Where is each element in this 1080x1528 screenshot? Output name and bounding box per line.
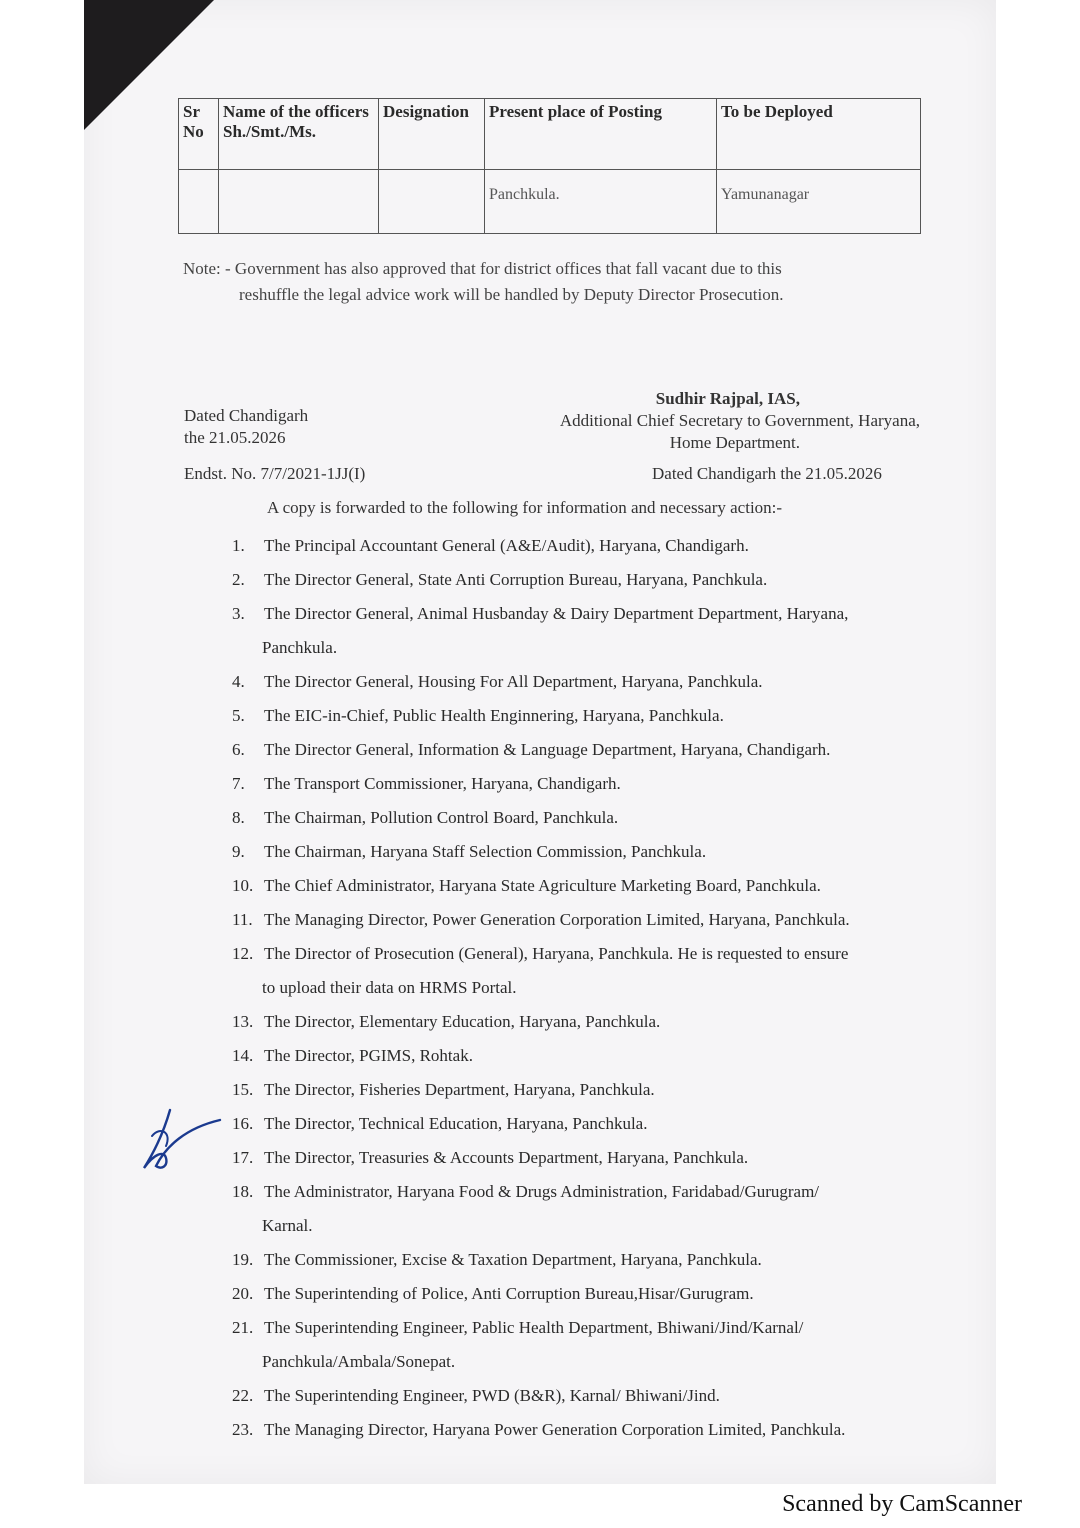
list-item-number: 9. bbox=[232, 842, 245, 861]
list-item bbox=[232, 529, 922, 563]
list-item bbox=[232, 835, 922, 869]
list-item bbox=[232, 1175, 922, 1209]
list-item-number: 16. bbox=[232, 1114, 254, 1133]
list-item bbox=[232, 903, 922, 937]
list-item bbox=[232, 1107, 922, 1141]
list-item-number: 18. bbox=[232, 1182, 254, 1201]
list-item bbox=[232, 869, 922, 903]
recipient-list bbox=[232, 529, 922, 1447]
list-item-number: 11. bbox=[232, 910, 253, 929]
note-line-1: Note: - Government has also approved that for district offices that fall vacant due to this bbox=[183, 259, 782, 278]
list-item-text: The Superintending of Police, Anti Corruption Bureau,Hisar/Gurugram. bbox=[264, 1284, 754, 1303]
list-item-text: The Director of Prosecution (General), Haryana, Panchkula. He is requested to ensure bbox=[264, 944, 849, 963]
posting-table bbox=[178, 98, 921, 234]
list-item-number: 3. bbox=[232, 604, 245, 623]
list-item-number: 10. bbox=[232, 876, 254, 895]
cell-officer-name bbox=[219, 170, 379, 234]
list-item-number: 19. bbox=[232, 1250, 254, 1269]
table-header-row bbox=[179, 99, 921, 170]
list-item-text: The Transport Commissioner, Haryana, Chandigarh. bbox=[264, 774, 621, 793]
list-item-text: The Chief Administrator, Haryana State Agriculture Marketing Board, Panchkula. bbox=[264, 876, 821, 895]
list-item-text: The Managing Director, Haryana Power Generation Corporation Limited, Panchkula. bbox=[264, 1420, 846, 1439]
list-item-text: The Principal Accountant General (A&E/Audit), Haryana, Chandigarh. bbox=[264, 536, 749, 555]
list-item-number: 4. bbox=[232, 672, 245, 691]
dated-place: Dated Chandigarh bbox=[184, 406, 309, 425]
list-item-text: The Commissioner, Excise & Taxation Department, Haryana, Panchkula. bbox=[264, 1250, 762, 1269]
list-item-number: 6. bbox=[232, 740, 245, 759]
list-item-continuation: Panchkula. bbox=[262, 638, 338, 657]
list-item-number: 13. bbox=[232, 1012, 254, 1031]
list-item bbox=[232, 937, 922, 971]
list-item bbox=[232, 1413, 922, 1447]
cell-sr-no bbox=[179, 170, 219, 234]
scanner-watermark: Scanned by CamScanner bbox=[782, 1491, 1022, 1517]
list-item-text: The Managing Director, Power Generation Corporation Limited, Haryana, Panchkula. bbox=[264, 910, 850, 929]
note-paragraph bbox=[183, 256, 923, 308]
header-sr-no: Sr No bbox=[179, 99, 219, 170]
list-item-text: The Director General, Animal Husbanday & Dairy Department Department, Haryana, bbox=[264, 604, 849, 623]
list-item bbox=[232, 1141, 922, 1175]
list-item-text: The EIC-in-Chief, Public Health Enginnering, Haryana, Panchkula. bbox=[264, 706, 724, 725]
cell-present-posting: Panchkula. bbox=[485, 170, 717, 234]
list-item-number: 8. bbox=[232, 808, 245, 827]
header-to-be-deployed: To be Deployed bbox=[717, 99, 921, 170]
cell-designation bbox=[379, 170, 485, 234]
list-item bbox=[232, 1005, 922, 1039]
signer-title: Additional Chief Secretary to Government, Haryana, bbox=[559, 411, 920, 430]
list-item-continuation: to upload their data on HRMS Portal. bbox=[262, 978, 517, 997]
list-item bbox=[232, 563, 922, 597]
list-item bbox=[232, 699, 922, 733]
list-item-number: 22. bbox=[232, 1386, 254, 1405]
table-row bbox=[179, 170, 921, 234]
header-present-posting: Present place of Posting bbox=[485, 99, 717, 170]
list-item-text: The Director, Treasuries & Accounts Department, Haryana, Panchkula. bbox=[264, 1148, 749, 1167]
forwarding-intro: A copy is forwarded to the following for information and necessary action:- bbox=[267, 498, 783, 517]
header-officer-name: Name of the officers Sh./Smt./Ms. bbox=[219, 99, 379, 170]
cell-to-be-deployed: Yamunanagar bbox=[717, 170, 921, 234]
list-item bbox=[232, 1277, 922, 1311]
list-item-number: 2. bbox=[232, 570, 245, 589]
signer-department: Home Department. bbox=[669, 433, 800, 452]
signer-block bbox=[500, 388, 920, 454]
list-item-number: 5. bbox=[232, 706, 245, 725]
list-item-number: 12. bbox=[232, 944, 254, 963]
list-item bbox=[232, 1243, 922, 1277]
list-item-text: The Director, PGIMS, Rohtak. bbox=[264, 1046, 473, 1065]
list-item-number: 23. bbox=[232, 1420, 254, 1439]
list-item-text: The Superintending Engineer, PWD (B&R), Karnal/ Bhiwani/Jind. bbox=[264, 1386, 720, 1405]
list-item-text: The Superintending Engineer, Pablic Health Department, Bhiwani/Jind/Karnal/ bbox=[264, 1318, 804, 1337]
list-item bbox=[232, 733, 922, 767]
list-item-continuation: Panchkula/Ambala/Sonepat. bbox=[262, 1352, 456, 1371]
list-item-number: 1. bbox=[232, 536, 245, 555]
list-item-number: 14. bbox=[232, 1046, 254, 1065]
list-item bbox=[232, 597, 922, 631]
list-item-text: The Chairman, Pollution Control Board, Panchkula. bbox=[264, 808, 619, 827]
note-line-2: reshuffle the legal advice work will be handled by Deputy Director Prosecution. bbox=[239, 285, 784, 304]
list-item bbox=[232, 1039, 922, 1073]
list-item bbox=[232, 1311, 922, 1345]
list-item-number: 20. bbox=[232, 1284, 254, 1303]
list-item-number: 17. bbox=[232, 1148, 254, 1167]
list-item bbox=[232, 665, 922, 699]
endorsement-date: Dated Chandigarh the 21.05.2026 bbox=[652, 464, 882, 483]
list-item-text: The Director General, Information & Language Department, Haryana, Chandigarh. bbox=[264, 740, 831, 759]
list-item bbox=[232, 801, 922, 835]
list-item-text: The Chairman, Haryana Staff Selection Commission, Panchkula. bbox=[264, 842, 707, 861]
list-item-continuation: Karnal. bbox=[262, 1216, 313, 1235]
list-item bbox=[232, 1379, 922, 1413]
list-item-text: The Administrator, Haryana Food & Drugs Administration, Faridabad/Gurugram/ bbox=[264, 1182, 820, 1201]
dated-date: the 21.05.2026 bbox=[184, 428, 286, 447]
signer-name: Sudhir Rajpal, IAS, bbox=[655, 389, 800, 408]
list-item-text: The Director, Elementary Education, Haryana, Panchkula. bbox=[264, 1012, 661, 1031]
list-item-text: The Director General, State Anti Corruption Bureau, Haryana, Panchkula. bbox=[264, 570, 768, 589]
dated-block bbox=[184, 405, 308, 449]
list-item bbox=[232, 767, 922, 801]
list-item-number: 7. bbox=[232, 774, 245, 793]
handwritten-signature bbox=[136, 1106, 226, 1176]
list-item-number: 15. bbox=[232, 1080, 254, 1099]
list-item-number: 21. bbox=[232, 1318, 254, 1337]
list-item-text: The Director, Fisheries Department, Haryana, Panchkula. bbox=[264, 1080, 655, 1099]
endorsement-number: Endst. No. 7/7/2021-1JJ(I) bbox=[184, 464, 366, 483]
list-item bbox=[232, 1073, 922, 1107]
header-designation: Designation bbox=[379, 99, 485, 170]
list-item-text: The Director General, Housing For All Department, Haryana, Panchkula. bbox=[264, 672, 763, 691]
list-item-text: The Director, Technical Education, Haryana, Panchkula. bbox=[264, 1114, 648, 1133]
